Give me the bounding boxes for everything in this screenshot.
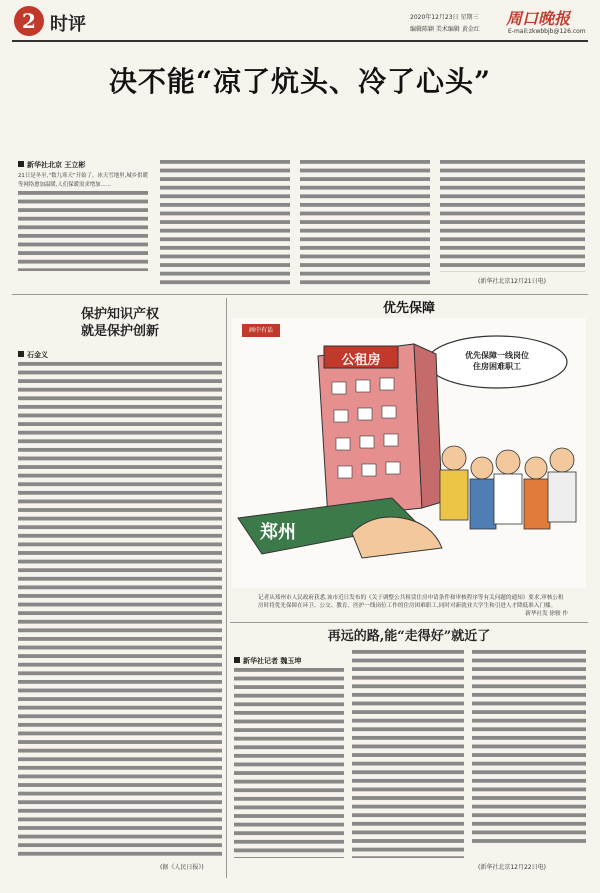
main-headline: 决不能“凉了炕头、冷了心头” (108, 65, 492, 98)
building-sign: 公租房 (341, 353, 381, 368)
bottom-article-col3 (472, 650, 586, 844)
left-article-body (18, 362, 222, 856)
cartoon-title: 优先保障 (382, 301, 435, 316)
date-line: 2020年12月23日 星期三 (410, 14, 479, 21)
bottom-byline: 新华社记者 魏玉坤 (234, 656, 301, 666)
main-byline: 新华社北京 王立彬 (18, 160, 85, 170)
section-title: 时评 (50, 14, 86, 35)
left-article-title (20, 306, 220, 340)
main-article-col2 (160, 160, 290, 288)
left-byline: 石金义 (18, 350, 48, 360)
bubble-line2: 住房困难职工 (473, 362, 521, 371)
main-article-col4 (440, 160, 585, 272)
email-line: E-mail:zkwbbjb@126.com (508, 28, 586, 35)
page-number-badge: 2 (14, 6, 44, 36)
bottom-article-title: 再远的路,能“走得好”就近了 (327, 629, 491, 644)
left-title-line1: 保护知识产权 (80, 307, 159, 322)
bubble-line1: 优先保障一线岗位 (465, 351, 529, 360)
cartoon-caption (258, 594, 568, 618)
speech-bubble (432, 350, 562, 372)
newspaper-logo: 周口晚报 (506, 9, 571, 28)
bottom-article-col1 (234, 668, 344, 858)
column-divider (226, 298, 227, 878)
bottom-end-note: (新华社北京12月22日电) (478, 864, 546, 871)
cartoon-tag: 画中有话 (248, 327, 273, 334)
main-first-para: 21日是冬至,“数九寒天”开始了。冰天雪地里,城乡供暖等网络愈加温暖,人们保暖需求增加...... (18, 173, 148, 188)
editor-line: 编辑陈颖 美术编辑 黄金红 (410, 26, 480, 33)
ground-label: 郑州 (260, 522, 296, 543)
main-end-note: (新华社北京12月21日电) (478, 278, 546, 285)
left-end-note: (据《人民日报》) (160, 864, 204, 871)
main-article-col3 (300, 160, 430, 288)
text-block (18, 191, 148, 271)
left-title-line2: 就是保护创新 (80, 324, 159, 339)
cartoon-image (232, 318, 586, 588)
caption-credit: 新华社发 徐骏 作 (525, 611, 568, 617)
header-rule (12, 40, 588, 42)
caption-text: 记者从郑州市人民政府获悉,该市近日发布的《关于调整公共租赁住房申请条件和审核程序等有关问题的通知》要求,审核公租房时将优先保障在环卫、公交、教育、医护一线岗位工作的住房困难职工,同时对新就业大学生和引进人才降低准入门槛。 (258, 595, 564, 609)
divider (230, 622, 588, 623)
divider (12, 294, 588, 295)
bottom-article-col2 (352, 650, 464, 858)
main-article-col1 (18, 172, 148, 290)
